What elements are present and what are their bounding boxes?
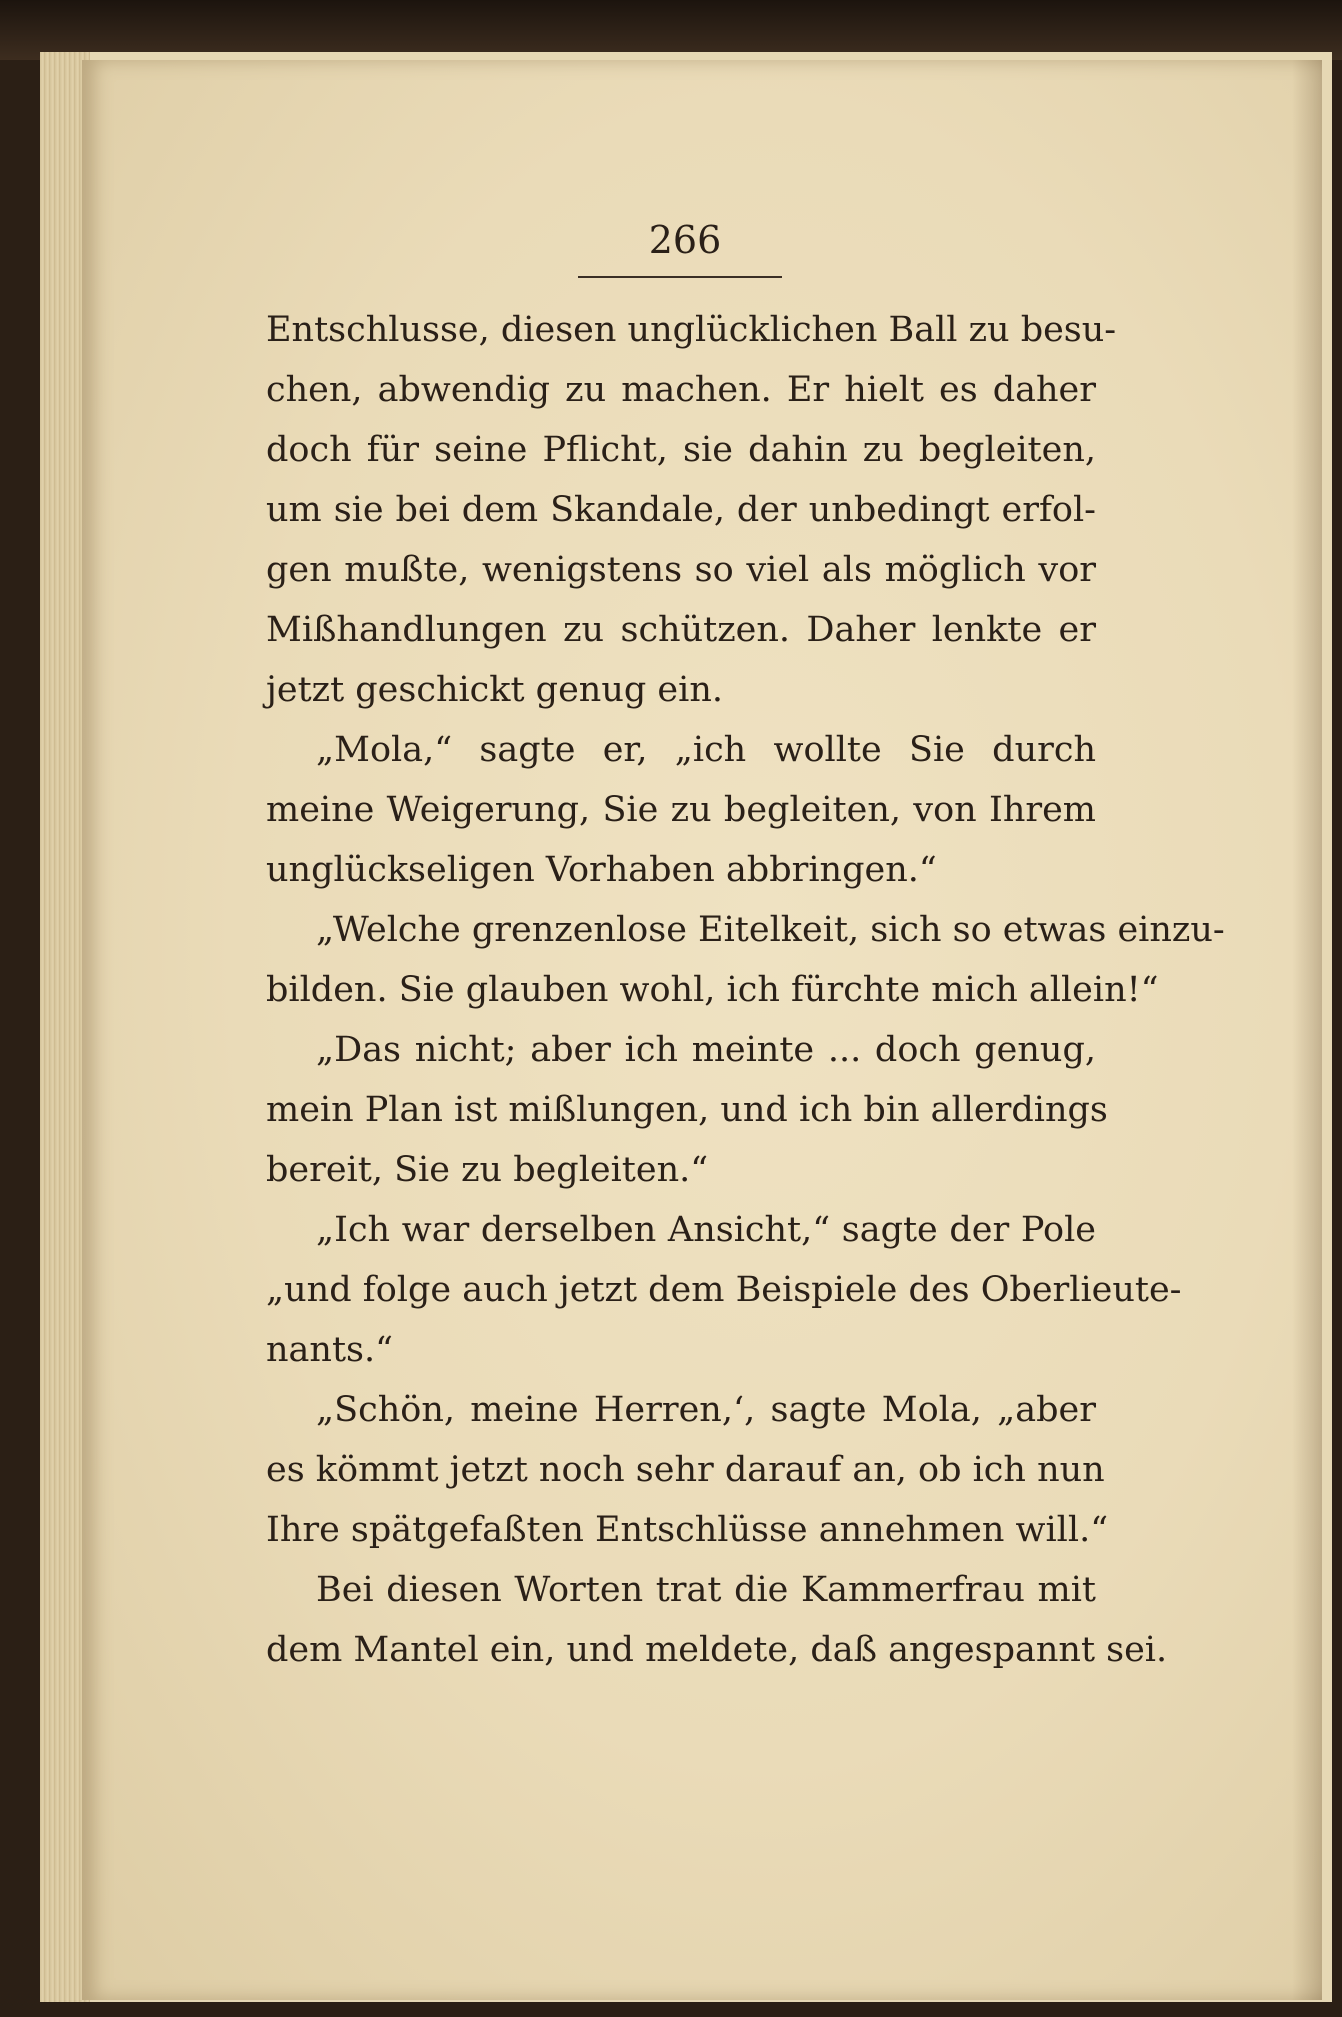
text-line: „Das nicht; aber ich meinte ... doch genug, — [316, 1030, 1096, 1070]
spine-shadow — [1292, 60, 1322, 2000]
text-line: bereit, Sie zu begleiten.“ — [266, 1150, 709, 1190]
header-rule — [578, 276, 782, 278]
page-number: 266 — [648, 218, 722, 262]
text-line: meine Weigerung, Sie zu begleiten, von Ihrem — [266, 790, 1096, 830]
text-line: bilden. Sie glauben wohl, ich fürchte mich allein!“ — [266, 970, 1159, 1010]
text-line: dem Mantel ein, und meldete, daß angespannt sei. — [266, 1630, 1168, 1670]
text-line: es kömmt jetzt noch sehr darauf an, ob ich nun — [266, 1450, 1105, 1490]
text-line: jetzt geschickt genug ein. — [266, 670, 723, 710]
text-line: „Welche grenzenlose Eitelkeit, sich so etwas einzu- — [316, 910, 1225, 950]
text-line: Bei diesen Worten trat die Kammerfrau mit — [316, 1570, 1096, 1610]
text-line: mein Plan ist mißlungen, und ich bin allerdings — [266, 1090, 1108, 1130]
text-line: Mißhandlungen zu schützen. Daher lenkte er — [266, 610, 1096, 650]
text-line: „Mola,“ sagte er, „ich wollte Sie durch — [316, 730, 1096, 770]
book-cover-edge — [0, 0, 1342, 60]
text-line: Ihre spätgefaßten Entschlüsse annehmen will.“ — [266, 1510, 1109, 1550]
text-line: nants.“ — [266, 1330, 393, 1370]
text-line: gen mußte, wenigstens so viel als möglich vor — [266, 550, 1096, 590]
text-line: unglückseligen Vorhaben abbringen.“ — [266, 850, 937, 890]
text-line: „Ich war derselben Ansicht,“ sagte der Pole — [316, 1210, 1096, 1250]
text-line: Entschlusse, diesen unglücklichen Ball zu besu- — [266, 310, 1117, 350]
text-line: „Schön, meine Herren,‘, sagte Mola, „aber — [316, 1390, 1096, 1430]
text-line: doch für seine Pflicht, sie dahin zu begleiten, — [266, 430, 1096, 470]
text-line: „und folge auch jetzt dem Beispiele des Oberlieute- — [266, 1270, 1182, 1310]
body-text — [266, 300, 1225, 1680]
text-line: chen, abwendig zu machen. Er hielt es daher — [266, 370, 1096, 410]
text-line: um sie bei dem Skandale, der unbedingt erfol- — [266, 490, 1096, 530]
